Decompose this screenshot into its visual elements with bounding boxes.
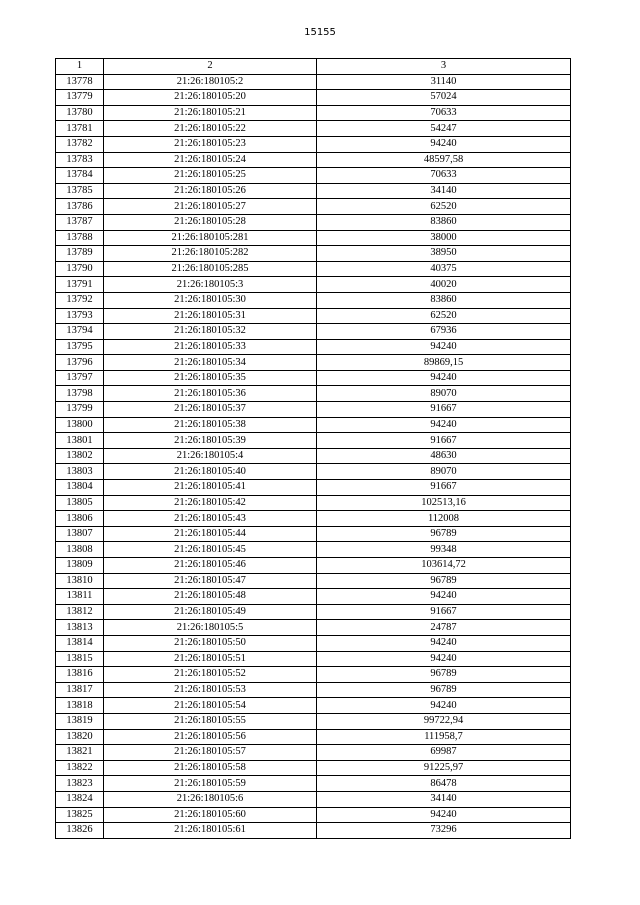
value-cell: 99348: [317, 542, 571, 558]
row-number-cell: 13809: [56, 558, 104, 574]
table-row: [56, 713, 571, 729]
value-cell: 91667: [317, 480, 571, 496]
table-row: [56, 386, 571, 402]
row-number-cell: 13798: [56, 386, 104, 402]
row-number-cell: 13817: [56, 682, 104, 698]
row-number-cell: 13825: [56, 807, 104, 823]
table-row: [56, 261, 571, 277]
table-row: [56, 90, 571, 106]
row-number-cell: 13783: [56, 152, 104, 168]
row-number-cell: 13824: [56, 791, 104, 807]
table-row: [56, 355, 571, 371]
table-row: [56, 776, 571, 792]
table-row: [56, 635, 571, 651]
row-number-cell: 13800: [56, 417, 104, 433]
cadastral-number-cell: 21:26:180105:33: [104, 339, 317, 355]
row-number-cell: 13819: [56, 713, 104, 729]
cadastral-number-cell: 21:26:180105:50: [104, 635, 317, 651]
value-cell: 40375: [317, 261, 571, 277]
cadastral-number-cell: 21:26:180105:45: [104, 542, 317, 558]
table-row: [56, 448, 571, 464]
value-cell: 94240: [317, 417, 571, 433]
table-row: [56, 168, 571, 184]
row-number-cell: 13788: [56, 230, 104, 246]
cadastral-number-cell: 21:26:180105:56: [104, 729, 317, 745]
cadastral-number-cell: 21:26:180105:6: [104, 791, 317, 807]
value-cell: 112008: [317, 511, 571, 527]
cadastral-number-cell: 21:26:180105:51: [104, 651, 317, 667]
value-cell: 70633: [317, 168, 571, 184]
value-cell: 99722,94: [317, 713, 571, 729]
value-cell: 94240: [317, 807, 571, 823]
value-cell: 94240: [317, 589, 571, 605]
cadastral-number-cell: 21:26:180105:25: [104, 168, 317, 184]
value-cell: 89070: [317, 464, 571, 480]
cadastral-number-cell: 21:26:180105:39: [104, 433, 317, 449]
table-row: [56, 651, 571, 667]
value-cell: 86478: [317, 776, 571, 792]
row-number-cell: 13826: [56, 823, 104, 839]
cadastral-number-cell: 21:26:180105:22: [104, 121, 317, 137]
row-number-cell: 13778: [56, 74, 104, 90]
cadastral-number-cell: 21:26:180105:40: [104, 464, 317, 480]
row-number-cell: 13784: [56, 168, 104, 184]
page-number: 15155: [304, 27, 336, 38]
value-cell: 103614,72: [317, 558, 571, 574]
cadastral-number-cell: 21:26:180105:282: [104, 246, 317, 262]
table-row: [56, 729, 571, 745]
value-cell: 102513,16: [317, 495, 571, 511]
row-number-cell: 13796: [56, 355, 104, 371]
cadastral-number-cell: 21:26:180105:2: [104, 74, 317, 90]
row-number-cell: 13790: [56, 261, 104, 277]
cadastral-number-cell: 21:26:180105:3: [104, 277, 317, 293]
value-cell: 73296: [317, 823, 571, 839]
data-table: [55, 58, 571, 839]
value-cell: 111958,7: [317, 729, 571, 745]
row-number-cell: 13789: [56, 246, 104, 262]
cadastral-number-cell: 21:26:180105:52: [104, 667, 317, 683]
row-number-cell: 13816: [56, 667, 104, 683]
cadastral-number-cell: 21:26:180105:57: [104, 745, 317, 761]
row-number-cell: 13793: [56, 308, 104, 324]
table-row: [56, 791, 571, 807]
cadastral-number-cell: 21:26:180105:42: [104, 495, 317, 511]
table-row: [56, 682, 571, 698]
value-cell: 96789: [317, 667, 571, 683]
cadastral-number-cell: 21:26:180105:24: [104, 152, 317, 168]
value-cell: 91667: [317, 402, 571, 418]
value-cell: 48597,58: [317, 152, 571, 168]
row-number-cell: 13804: [56, 480, 104, 496]
row-number-cell: 13818: [56, 698, 104, 714]
row-number-cell: 13803: [56, 464, 104, 480]
row-number-cell: 13820: [56, 729, 104, 745]
row-number-cell: 13805: [56, 495, 104, 511]
value-cell: 91225,97: [317, 760, 571, 776]
value-cell: 94240: [317, 698, 571, 714]
table-row: [56, 667, 571, 683]
row-number-cell: 13815: [56, 651, 104, 667]
table-row: [56, 199, 571, 215]
table-row: [56, 417, 571, 433]
table-row: [56, 324, 571, 340]
cadastral-number-cell: 21:26:180105:35: [104, 370, 317, 386]
table-row: [56, 308, 571, 324]
table-row: [56, 74, 571, 90]
cadastral-number-cell: 21:26:180105:36: [104, 386, 317, 402]
value-cell: 34140: [317, 183, 571, 199]
cadastral-number-cell: 21:26:180105:61: [104, 823, 317, 839]
value-cell: 24787: [317, 620, 571, 636]
value-cell: 38950: [317, 246, 571, 262]
value-cell: 96789: [317, 526, 571, 542]
cadastral-number-cell: 21:26:180105:20: [104, 90, 317, 106]
cadastral-number-cell: 21:26:180105:48: [104, 589, 317, 605]
table-row: [56, 152, 571, 168]
table-row: [56, 698, 571, 714]
row-number-cell: 13823: [56, 776, 104, 792]
value-cell: 94240: [317, 635, 571, 651]
cadastral-number-cell: 21:26:180105:43: [104, 511, 317, 527]
value-cell: 83860: [317, 292, 571, 308]
cadastral-number-cell: 21:26:180105:47: [104, 573, 317, 589]
table-row: [56, 402, 571, 418]
value-cell: 89070: [317, 386, 571, 402]
row-number-cell: 13802: [56, 448, 104, 464]
cadastral-number-cell: 21:26:180105:281: [104, 230, 317, 246]
cadastral-number-cell: 21:26:180105:55: [104, 713, 317, 729]
row-number-cell: 13782: [56, 136, 104, 152]
value-cell: 94240: [317, 370, 571, 386]
table-row: [56, 277, 571, 293]
value-cell: 89869,15: [317, 355, 571, 371]
cadastral-number-cell: 21:26:180105:37: [104, 402, 317, 418]
cadastral-number-cell: 21:26:180105:46: [104, 558, 317, 574]
cadastral-number-cell: 21:26:180105:60: [104, 807, 317, 823]
row-number-cell: 13799: [56, 402, 104, 418]
table-row: [56, 246, 571, 262]
value-cell: 62520: [317, 308, 571, 324]
row-number-cell: 13792: [56, 292, 104, 308]
table-row: [56, 573, 571, 589]
row-number-cell: 13810: [56, 573, 104, 589]
column-header-2: 2: [104, 59, 317, 75]
cadastral-number-cell: 21:26:180105:31: [104, 308, 317, 324]
row-number-cell: 13822: [56, 760, 104, 776]
cadastral-number-cell: 21:26:180105:26: [104, 183, 317, 199]
cadastral-number-cell: 21:26:180105:49: [104, 604, 317, 620]
cadastral-number-cell: 21:26:180105:34: [104, 355, 317, 371]
table-row: [56, 620, 571, 636]
row-number-cell: 13780: [56, 105, 104, 121]
cadastral-number-cell: 21:26:180105:4: [104, 448, 317, 464]
value-cell: 31140: [317, 74, 571, 90]
table-header-row: [56, 59, 571, 75]
row-number-cell: 13781: [56, 121, 104, 137]
value-cell: 48630: [317, 448, 571, 464]
cadastral-number-cell: 21:26:180105:30: [104, 292, 317, 308]
value-cell: 40020: [317, 277, 571, 293]
row-number-cell: 13797: [56, 370, 104, 386]
value-cell: 67936: [317, 324, 571, 340]
table-row: [56, 121, 571, 137]
value-cell: 70633: [317, 105, 571, 121]
value-cell: 62520: [317, 199, 571, 215]
table-row: [56, 370, 571, 386]
value-cell: 91667: [317, 433, 571, 449]
table-row: [56, 105, 571, 121]
cadastral-number-cell: 21:26:180105:38: [104, 417, 317, 433]
cadastral-number-cell: 21:26:180105:41: [104, 480, 317, 496]
table-row: [56, 183, 571, 199]
row-number-cell: 13811: [56, 589, 104, 605]
cadastral-number-cell: 21:26:180105:58: [104, 760, 317, 776]
table-row: [56, 495, 571, 511]
table-row: [56, 230, 571, 246]
cadastral-number-cell: 21:26:180105:44: [104, 526, 317, 542]
value-cell: 54247: [317, 121, 571, 137]
table-row: [56, 464, 571, 480]
row-number-cell: 13786: [56, 199, 104, 215]
cadastral-number-cell: 21:26:180105:53: [104, 682, 317, 698]
table-row: [56, 526, 571, 542]
cadastral-number-cell: 21:26:180105:59: [104, 776, 317, 792]
value-cell: 83860: [317, 214, 571, 230]
cadastral-number-cell: 21:26:180105:5: [104, 620, 317, 636]
table-row: [56, 214, 571, 230]
row-number-cell: 13812: [56, 604, 104, 620]
value-cell: 34140: [317, 791, 571, 807]
row-number-cell: 13814: [56, 635, 104, 651]
value-cell: 38000: [317, 230, 571, 246]
value-cell: 96789: [317, 682, 571, 698]
value-cell: 94240: [317, 651, 571, 667]
table-row: [56, 339, 571, 355]
value-cell: 57024: [317, 90, 571, 106]
table-row: [56, 589, 571, 605]
row-number-cell: 13806: [56, 511, 104, 527]
table-row: [56, 760, 571, 776]
row-number-cell: 13787: [56, 214, 104, 230]
table-row: [56, 542, 571, 558]
table-row: [56, 292, 571, 308]
row-number-cell: 13821: [56, 745, 104, 761]
column-header-3: 3: [317, 59, 571, 75]
table-row: [56, 823, 571, 839]
row-number-cell: 13791: [56, 277, 104, 293]
table-row: [56, 433, 571, 449]
table-row: [56, 807, 571, 823]
value-cell: 94240: [317, 136, 571, 152]
value-cell: 69987: [317, 745, 571, 761]
value-cell: 94240: [317, 339, 571, 355]
table-row: [56, 480, 571, 496]
row-number-cell: 13795: [56, 339, 104, 355]
row-number-cell: 13785: [56, 183, 104, 199]
row-number-cell: 13807: [56, 526, 104, 542]
column-header-1: 1: [56, 59, 104, 75]
cadastral-number-cell: 21:26:180105:32: [104, 324, 317, 340]
value-cell: 96789: [317, 573, 571, 589]
value-cell: 91667: [317, 604, 571, 620]
row-number-cell: 13779: [56, 90, 104, 106]
cadastral-number-cell: 21:26:180105:27: [104, 199, 317, 215]
table-row: [56, 604, 571, 620]
table-row: [56, 136, 571, 152]
row-number-cell: 13801: [56, 433, 104, 449]
cadastral-number-cell: 21:26:180105:285: [104, 261, 317, 277]
cadastral-number-cell: 21:26:180105:28: [104, 214, 317, 230]
row-number-cell: 13813: [56, 620, 104, 636]
table-row: [56, 558, 571, 574]
cadastral-number-cell: 21:26:180105:21: [104, 105, 317, 121]
row-number-cell: 13794: [56, 324, 104, 340]
cadastral-number-cell: 21:26:180105:54: [104, 698, 317, 714]
table-row: [56, 745, 571, 761]
table-row: [56, 511, 571, 527]
table-body: [56, 74, 571, 838]
cadastral-number-cell: 21:26:180105:23: [104, 136, 317, 152]
row-number-cell: 13808: [56, 542, 104, 558]
